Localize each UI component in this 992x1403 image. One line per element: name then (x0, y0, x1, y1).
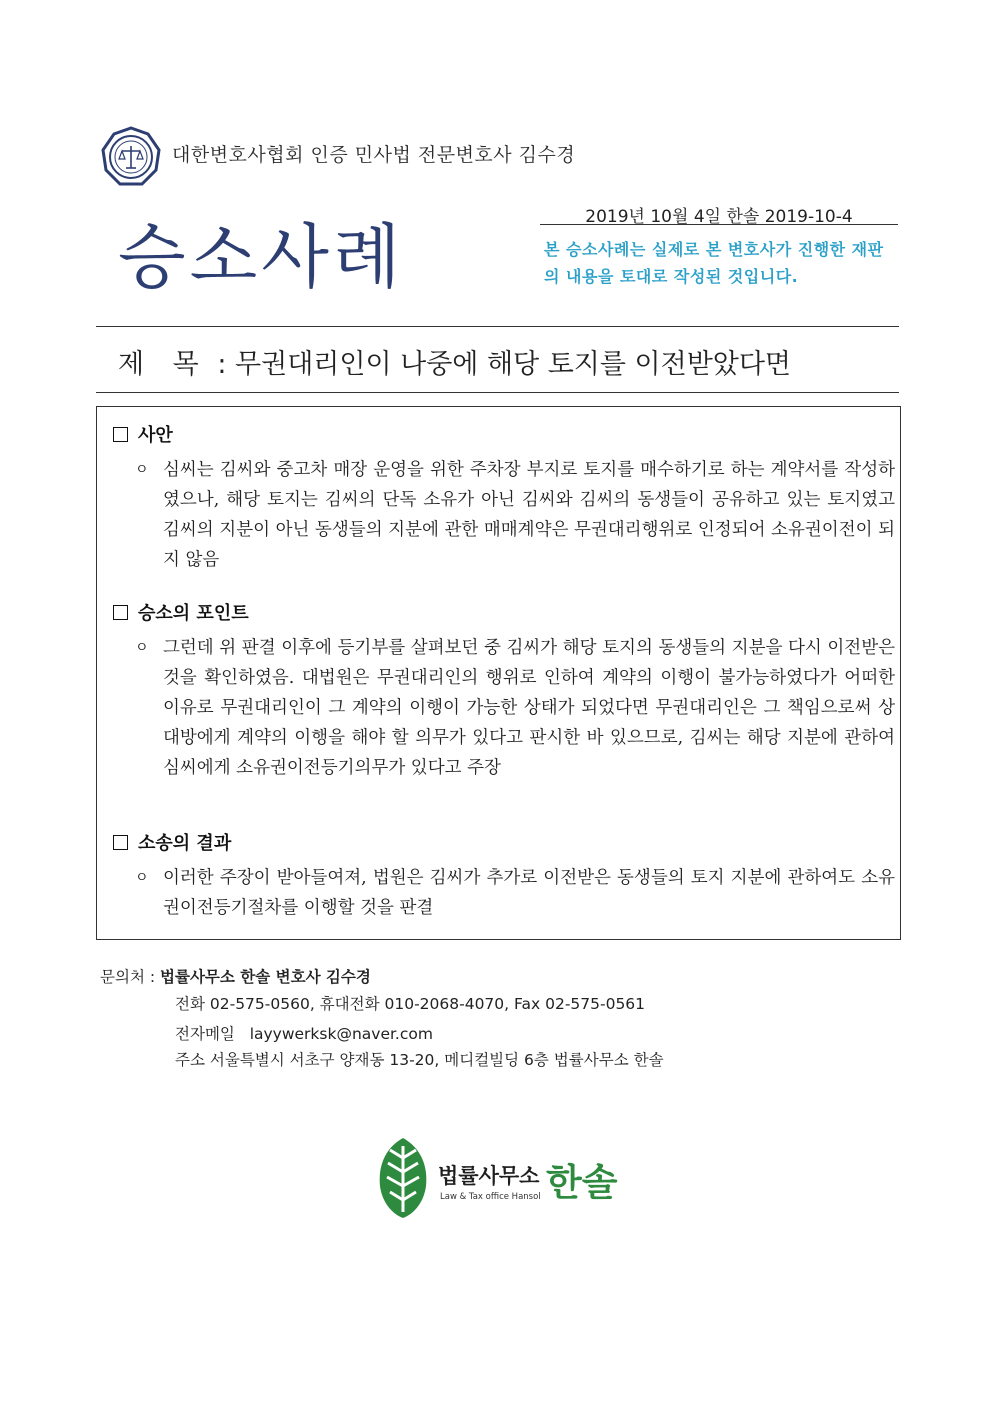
checkbox-square-icon (113, 605, 128, 620)
logo-english-text: Law & Tax office Hansol (440, 1192, 541, 1202)
notice-text: 본 승소사례는 실제로 본 변호사가 진행한 재판의 내용을 토대로 작성된 것입니다. (544, 240, 884, 286)
document-date: 2019년 10월 4일 한솔 2019-10-4 (585, 207, 853, 227)
section-body-text: 심씨는 김씨와 중고차 매장 운영을 위한 주차장 부지로 토지를 매수하기로 하는 계약서를 작성하였으나, 해당 토지는 김씨의 단독 소유가 아닌 김씨와 김씨의 동생들이 공유하고 있는 토지였고 김씨의 지분이 아닌 동생들의 지분에 관한 매매계약은 무권대리행위로 인정되어 소유권이전이 되지 않음 (163, 460, 895, 570)
section-body-winning-points (135, 633, 895, 783)
bullet-icon: ㅇ (135, 462, 149, 478)
section-heading-label: 승소의 포인트 (138, 603, 249, 624)
subject-text: 무권대리인이 나중에 해당 토지를 이전받았다면 (235, 349, 792, 380)
subject-colon: : (217, 349, 227, 380)
bullet-icon: ㅇ (135, 870, 149, 886)
subject-bottom-rule (96, 392, 899, 393)
logo-name-text: 한솔 (546, 1161, 618, 1204)
subject-line (118, 342, 791, 381)
contact-phone: 전화 02-575-0560, 휴대전화 010-2068-4070, Fax 02-575-0561 (175, 995, 646, 1013)
checkbox-square-icon (113, 835, 128, 850)
contact-email-label: 전자메일 (175, 1025, 235, 1043)
certification-line: 대한변호사협회 인증 민사법 전문변호사 김수경 (172, 144, 576, 166)
section-heading-label: 소송의 결과 (138, 833, 232, 854)
bullet-icon: ㅇ (135, 640, 149, 656)
subject-label: 제 목 (118, 349, 209, 380)
contact-address: 주소 서울특별시 서초구 양재동 13-20, 메디컬빌딩 6층 법률사무소 한솔 (175, 1051, 664, 1069)
case-content-box (96, 406, 901, 940)
date-underline (540, 224, 898, 225)
section-body-facts (135, 455, 895, 575)
contact-email-line (175, 1022, 433, 1044)
contact-firm: 법률사무소 한솔 변호사 김수경 (160, 968, 371, 986)
section-body-result (135, 863, 895, 923)
section-heading-winning-points (113, 599, 249, 625)
contact-email[interactable]: layywerksk@naver.com (249, 1025, 433, 1043)
page-title: 승소사례 (118, 216, 405, 298)
leaf-logo-icon (376, 1136, 430, 1220)
section-heading-label: 사안 (138, 425, 173, 446)
checkbox-square-icon (113, 427, 128, 442)
section-body-text: 그런데 위 판결 이후에 등기부를 살펴보던 중 김씨가 해당 토지의 동생들의 지분을 다시 이전받은 것을 확인하였음. 대법원은 무권대리인의 행위로 인하여 계약의 이행이 불가능하였다가 어떠한 이유로 무권대리인이 그 계약의 이행이 가능한 상태가 되었다면 무권대리인은 그 책임으로써 상대방에게 계약의 이행을 해야 할 의무가 있다고 판시한 바 있으므로, 김씨는 해당 지분에 관하여 심씨에게 소유권이전등기의무가 있다고 주장 (163, 638, 895, 778)
section-heading-facts (113, 421, 173, 447)
subject-top-rule (96, 326, 899, 327)
section-heading-result (113, 829, 231, 855)
contact-header (100, 962, 371, 992)
bar-association-seal-icon (100, 126, 162, 188)
contact-label: 문의처 : (100, 968, 156, 986)
section-body-text: 이러한 주장이 받아들여져, 법원은 김씨가 추가로 이전받은 동생들의 토지 지분에 관하여도 소유권이전등기절차를 이행할 것을 판결 (163, 868, 895, 918)
logo-korean-text: 법률사무소 (438, 1164, 540, 1188)
